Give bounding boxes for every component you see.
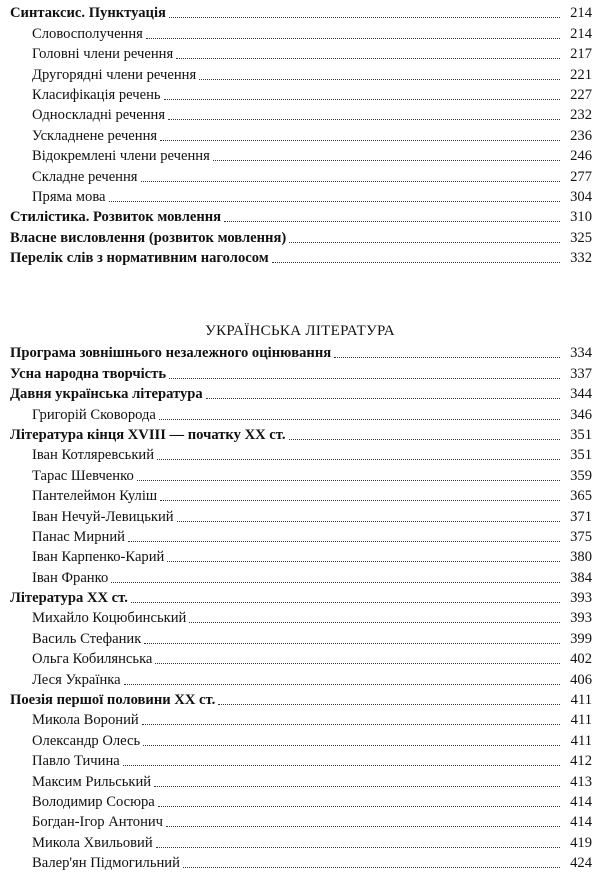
dot-leader <box>218 704 560 705</box>
toc-subentry <box>10 709 592 729</box>
toc-subentry <box>10 485 592 505</box>
toc-section-entry <box>10 424 592 444</box>
toc-page-number: 411 <box>570 712 592 729</box>
toc-entry-title: Михайло Коцюбинський <box>32 610 187 627</box>
toc-section-entry <box>10 383 592 403</box>
dot-leader <box>176 58 560 59</box>
toc-page-number: 365 <box>570 488 592 505</box>
toc-entry-title: Тарас Шевченко <box>32 467 134 484</box>
toc-subentry <box>10 546 592 566</box>
dot-leader <box>124 684 560 685</box>
dot-leader <box>177 521 560 522</box>
dot-leader <box>168 119 560 120</box>
toc-entry-title: Програма зовнішнього незалежного оцінювання <box>10 345 332 362</box>
toc-subentry <box>10 811 592 831</box>
toc-entry-title: Микола Хвильовий <box>32 834 153 851</box>
dot-leader <box>128 541 560 542</box>
dot-leader <box>199 79 560 80</box>
toc-entry-title: Олександр Олесь <box>32 732 141 749</box>
dot-leader <box>167 561 560 562</box>
toc-entry-title: Іван Франко <box>32 569 109 586</box>
toc-page-number: 359 <box>570 467 592 484</box>
dot-leader <box>289 439 561 440</box>
toc-subentry <box>10 505 592 525</box>
dot-leader <box>189 622 560 623</box>
toc-entry-title: Перелік слів з нормативним наголосом <box>10 250 269 267</box>
toc-entry-title: Відокремлені члени речення <box>32 148 210 165</box>
dot-leader <box>141 181 560 182</box>
toc-entry-title: Іван Карпенко-Карий <box>32 549 165 566</box>
toc-section-entry <box>10 247 592 267</box>
toc-subentry <box>10 63 592 83</box>
toc-page-number: 214 <box>570 5 592 22</box>
toc-page-number: 393 <box>570 610 592 627</box>
dot-leader <box>144 643 560 644</box>
toc-entry-title: Панас Мирний <box>32 528 125 545</box>
toc-page-number: 402 <box>570 651 592 668</box>
toc-entry-title: Павло Тичина <box>32 753 120 770</box>
dot-leader <box>158 806 560 807</box>
toc-section-entry <box>10 226 592 246</box>
toc-subentry <box>10 43 592 63</box>
dot-leader <box>111 582 560 583</box>
toc-entry-title: Синтаксис. Пунктуація <box>10 5 166 22</box>
toc-page-number: 393 <box>570 590 592 607</box>
toc-group-language <box>10 2 592 267</box>
dot-leader <box>143 745 560 746</box>
toc-page-number: 399 <box>570 630 592 647</box>
dot-leader <box>155 663 560 664</box>
toc-subentry <box>10 566 592 586</box>
dot-leader <box>160 500 560 501</box>
toc-entry-title: Складне речення <box>32 168 138 185</box>
toc-section-entry <box>10 689 592 709</box>
dot-leader <box>164 99 560 100</box>
toc-page-number: 371 <box>570 508 592 525</box>
toc-entry-title: Іван Котляревський <box>32 447 155 464</box>
toc-entry-title: Ольга Кобилянська <box>32 651 153 668</box>
toc-subentry <box>10 607 592 627</box>
toc-group-literature <box>10 342 592 872</box>
toc-page-number: 375 <box>570 528 592 545</box>
dot-leader <box>159 419 560 420</box>
toc-section-entry <box>10 362 592 382</box>
dot-leader <box>213 160 560 161</box>
toc-entry-title: Ускладнене речення <box>32 127 158 144</box>
toc-entry-title: Василь Стефаник <box>32 630 142 647</box>
dot-leader <box>154 786 560 787</box>
toc-entry-title: Словосполучення <box>32 25 143 42</box>
toc-subentry <box>10 852 592 872</box>
dot-leader <box>272 262 560 263</box>
toc-entry-title: Володимир Сосюра <box>32 793 155 810</box>
dot-leader <box>123 765 560 766</box>
toc-page-number: 406 <box>570 671 592 688</box>
dot-leader <box>131 602 560 603</box>
toc-entry-title: Пряма мова <box>32 188 106 205</box>
toc-subentry <box>10 84 592 104</box>
dot-leader <box>183 867 560 868</box>
toc-subentry <box>10 145 592 165</box>
toc-page-number: 325 <box>570 229 592 246</box>
toc-subentry <box>10 770 592 790</box>
toc-entry-title: Поезія першої половини XX ст. <box>10 692 216 709</box>
toc-section-entry <box>10 342 592 362</box>
toc-page-number: 217 <box>570 46 592 63</box>
dot-leader <box>146 38 560 39</box>
toc-page-number: 232 <box>570 107 592 124</box>
toc-page-number: 351 <box>570 447 592 464</box>
toc-subentry <box>10 831 592 851</box>
toc-subentry <box>10 104 592 124</box>
toc-subentry <box>10 526 592 546</box>
toc-subentry <box>10 464 592 484</box>
dot-leader <box>109 201 560 202</box>
toc-subentry <box>10 165 592 185</box>
dot-leader <box>156 847 560 848</box>
toc-page-number: 277 <box>570 168 592 185</box>
dot-leader <box>289 242 560 243</box>
toc-page-number: 304 <box>570 188 592 205</box>
toc-entry-title: Микола Вороний <box>32 712 139 729</box>
toc-subentry <box>10 186 592 206</box>
toc-page-number: 414 <box>570 793 592 810</box>
toc-subentry <box>10 444 592 464</box>
toc-entry-title: Іван Нечуй-Левицький <box>32 508 174 525</box>
dot-leader <box>169 17 560 18</box>
toc-subentry <box>10 791 592 811</box>
toc-page-number: 411 <box>570 692 592 709</box>
dot-leader <box>160 140 560 141</box>
toc-page-number: 236 <box>570 127 592 144</box>
toc-page-number: 412 <box>570 753 592 770</box>
toc-section-entry <box>10 206 592 226</box>
toc-section-entry <box>10 587 592 607</box>
toc-page-number: 337 <box>570 365 592 382</box>
toc-page-number: 414 <box>570 814 592 831</box>
toc-entry-title: Література XX ст. <box>10 590 128 607</box>
toc-entry-title: Леся Українка <box>32 671 121 688</box>
dot-leader <box>137 480 560 481</box>
toc-page-number: 346 <box>570 406 592 423</box>
toc-section-entry <box>10 2 592 22</box>
toc-entry-title: Максим Рильський <box>32 773 152 790</box>
toc-entry-title: Література кінця XVIII — початку XX ст. <box>10 426 286 443</box>
toc-subentry <box>10 403 592 423</box>
toc-entry-title: Усна народна творчість <box>10 365 167 382</box>
toc-page-number: 310 <box>570 209 592 226</box>
toc-entry-title: Пантелеймон Куліш <box>32 488 158 505</box>
toc-page-number: 214 <box>570 25 592 42</box>
toc-entry-title: Давня українська література <box>10 386 203 403</box>
toc-entry-title: Другорядні члени речення <box>32 66 197 83</box>
toc-entry-title: Односкладні речення <box>32 107 166 124</box>
dot-leader <box>224 221 560 222</box>
dot-leader <box>142 724 560 725</box>
toc-entry-title: Головні члени речення <box>32 46 174 63</box>
toc-subentry <box>10 668 592 688</box>
toc-page-number: 344 <box>570 386 592 403</box>
dot-leader <box>206 398 560 399</box>
dot-leader <box>166 826 560 827</box>
toc-subentry <box>10 124 592 144</box>
toc-entry-title: Класифікація речень <box>32 86 161 103</box>
toc-subentry <box>10 627 592 647</box>
toc-subentry <box>10 22 592 42</box>
section-title: УКРАЇНСЬКА ЛІТЕРАТУРА <box>205 323 395 339</box>
toc-page-number: 424 <box>570 855 592 872</box>
toc-page-number: 334 <box>570 345 592 362</box>
toc-page-number: 411 <box>570 732 592 749</box>
toc-entry-title: Богдан-Ігор Антонич <box>32 814 164 831</box>
dot-leader <box>169 378 560 379</box>
toc-subentry <box>10 648 592 668</box>
toc-entry-title: Григорій Сковорода <box>32 406 156 423</box>
toc-page-number: 413 <box>570 773 592 790</box>
toc-entry-title: Стилістика. Розвиток мовлення <box>10 209 222 226</box>
toc-subentry <box>10 729 592 749</box>
toc-page-number: 380 <box>570 549 592 566</box>
toc-page-number: 221 <box>570 66 592 83</box>
toc-page-number: 419 <box>570 834 592 851</box>
toc-entry-title: Власне висловлення (розвиток мовлення) <box>10 229 287 246</box>
toc-subentry <box>10 750 592 770</box>
dot-leader <box>334 357 560 358</box>
toc-entry-title: Валер'ян Підмогильний <box>32 855 180 872</box>
dot-leader <box>157 459 560 460</box>
toc-page-number: 246 <box>570 148 592 165</box>
toc-page-number: 332 <box>570 250 592 267</box>
toc-page-number: 384 <box>570 569 592 586</box>
toc-page-number: 351 <box>570 426 592 443</box>
toc-page-number: 227 <box>570 86 592 103</box>
